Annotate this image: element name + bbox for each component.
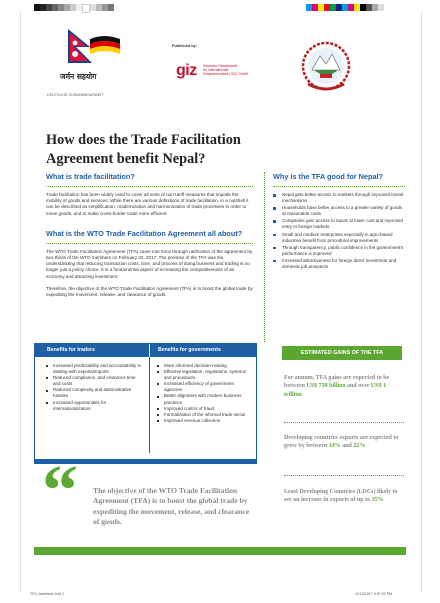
gain-stat-2-text: Developing countries exports are expected to grow by between <box>284 435 399 450</box>
german-cooperation-hindi: जर्मन सहयोग <box>60 72 97 81</box>
wto-tfa-heading: What is the WTO Trade Facilitation Agreement all about? <box>46 228 243 238</box>
right-column-divider <box>264 172 266 342</box>
right-column <box>273 172 405 271</box>
list-item: Nepal gets better access to markets through improved transit mechanisms <box>273 192 405 204</box>
color-swatch-bar-right <box>306 4 384 11</box>
nepal-emblem-logo <box>300 40 352 94</box>
list-item: Households have better access to a greater variety of goods at reasonable costs <box>273 205 405 217</box>
list-item: Increased predictability and accountability in dealing with exports/imports <box>46 363 143 375</box>
page-title <box>46 131 346 168</box>
tfa-good-list <box>273 192 405 270</box>
benefits-governments-list <box>157 363 250 424</box>
list-item: Reduced compliance, and clearance time and costs <box>46 375 143 387</box>
benefits-traders-header: Benefits for traders <box>47 347 95 353</box>
gain-stat-3-highlight: 35% <box>371 497 384 504</box>
wto-tfa-body-1: The WTO Trade Facilitation Agreement (TFA) came into force through ratification of the agreement by two-thirds of the WTO members on February 22, 2017. The premise of the TFA was the understanding that reducing transaction costs, time, and process of doing business and trading is no longer just a policy choice. It is a fundamental aspect of increasing the competitiveness of an economy and attracting investment. <box>46 248 253 279</box>
list-item: Reduced complexity and administrative hassles <box>46 387 143 399</box>
gain-stat-1-text: For annum, TFA gains are expected to be between <box>284 375 390 390</box>
giz-name-line3: Zusammenarbeit (GIZ) GmbH <box>203 72 249 77</box>
giz-name-line2: für Internationale <box>203 68 229 73</box>
benefits-header-row <box>35 344 256 357</box>
trade-facilitation-heading: What is trade facilitation? <box>46 172 135 181</box>
wto-tfa-body-2: Therefore, the objective of the WTO Trade Facilitation Agreement (TFA) is to boost the global trade by expediting the movement, release, and clearance of goods. <box>46 285 253 298</box>
color-swatch-bar-left <box>34 4 114 13</box>
list-item: Companies gain access to inputs at lower cost and improved entry to foreign markets <box>273 218 405 230</box>
crop-line-right <box>421 12 422 592</box>
german-cooperation-label: DEUTSCHE ZUSAMMENARBEIT <box>47 93 104 97</box>
bottom-green-bar <box>34 547 406 555</box>
left-column <box>46 172 253 298</box>
benefits-traders-list <box>46 363 143 412</box>
tfa-good-divider <box>273 186 405 187</box>
benefits-traders-col <box>35 363 149 453</box>
gain-stat-1 <box>284 374 404 399</box>
page-title-line1: How does the Trade Facilitation <box>46 132 241 148</box>
list-item: Small and medium enterprises especially in agro-based industries benefit from procedural improvements <box>273 232 405 244</box>
giz-name <box>203 64 248 76</box>
giz-name-line1: Deutsche Gesellschaft <box>203 64 237 68</box>
estimated-gains-badge: ESTIMATED GAINS OF THE TFA <box>282 346 402 360</box>
quote-mark-icon: “ <box>42 450 78 530</box>
benefits-table <box>34 343 257 464</box>
gain-divider-2 <box>284 475 404 476</box>
list-item: Improved control of fraud <box>157 406 250 412</box>
list-item: Improved revenue collection <box>157 418 250 424</box>
list-item: Effective legislation, regulations, systems and procedures <box>157 369 250 381</box>
gain-stat-1-highlight-1: US$ 750 billion <box>306 383 346 390</box>
giz-logo: giz <box>176 62 197 79</box>
list-item: Through transparency, public confidence in the government's performance is improved <box>273 245 405 257</box>
gain-stat-3-text: Least Developing Countries (LDCs) likely to see an increase in exports of up to <box>284 489 398 504</box>
wto-tfa-divider <box>46 243 253 244</box>
page-title-line2: Agreement benefit Nepal? <box>46 150 206 167</box>
list-item: Increased opportunities for internationalization <box>46 400 143 412</box>
gain-stat-3 <box>284 488 404 505</box>
benefits-body <box>35 357 256 453</box>
list-item: Increased attractiveness for foreign direct investment and domestic job prospects <box>273 258 405 270</box>
trade-facilitation-body: Trade facilitation has been widely used to cover all sorts of non-tariff measures that impede the mobility of goods and services. While there are various definitions of trade facilitation, in a nutshell it can be described as simplification, modernization and harmonization of trade processes in order to move goods, and to make cross-border trade more efficient. <box>46 192 249 216</box>
footer-slug-left: TFA_factsheet.indd 1 <box>30 592 64 596</box>
benefits-governments-header: Benefits for governments <box>158 347 221 353</box>
list-item: Increased efficiency of government agencies <box>157 381 250 393</box>
gain-divider-1 <box>284 422 404 423</box>
list-item: More informed decision-making <box>157 363 250 369</box>
nepal-germany-flags-logo <box>54 27 124 77</box>
gain-stat-2 <box>284 434 404 451</box>
published-by-label: Published by: <box>172 44 197 48</box>
gain-stat-1-mid: and over <box>347 383 370 390</box>
gain-stat-2-highlight-1: 14% <box>328 443 341 450</box>
tfa-good-heading: Why is the TFA good for Nepal? <box>273 172 383 181</box>
footer-slug-right: 11/10/2017 4:57:32 PM <box>355 592 393 596</box>
benefits-governments-col <box>150 363 256 453</box>
gain-stat-1-highlight-2: US$ 1 trillion <box>284 383 387 398</box>
list-item: Better alignment with modern business practices <box>157 393 250 405</box>
list-item: Formalization of the informal trade sector <box>157 412 250 418</box>
gain-stat-2-mid: and <box>342 443 352 450</box>
crop-line-left <box>20 12 21 592</box>
trade-facilitation-divider <box>46 186 253 187</box>
pull-quote: The objective of the WTO Trade Facilitation Agreement (TFA) is to boost the global trade by expediting the movement, release, and clearance of goods. <box>93 486 250 527</box>
gain-stat-2-highlight-2: 22% <box>353 443 366 450</box>
